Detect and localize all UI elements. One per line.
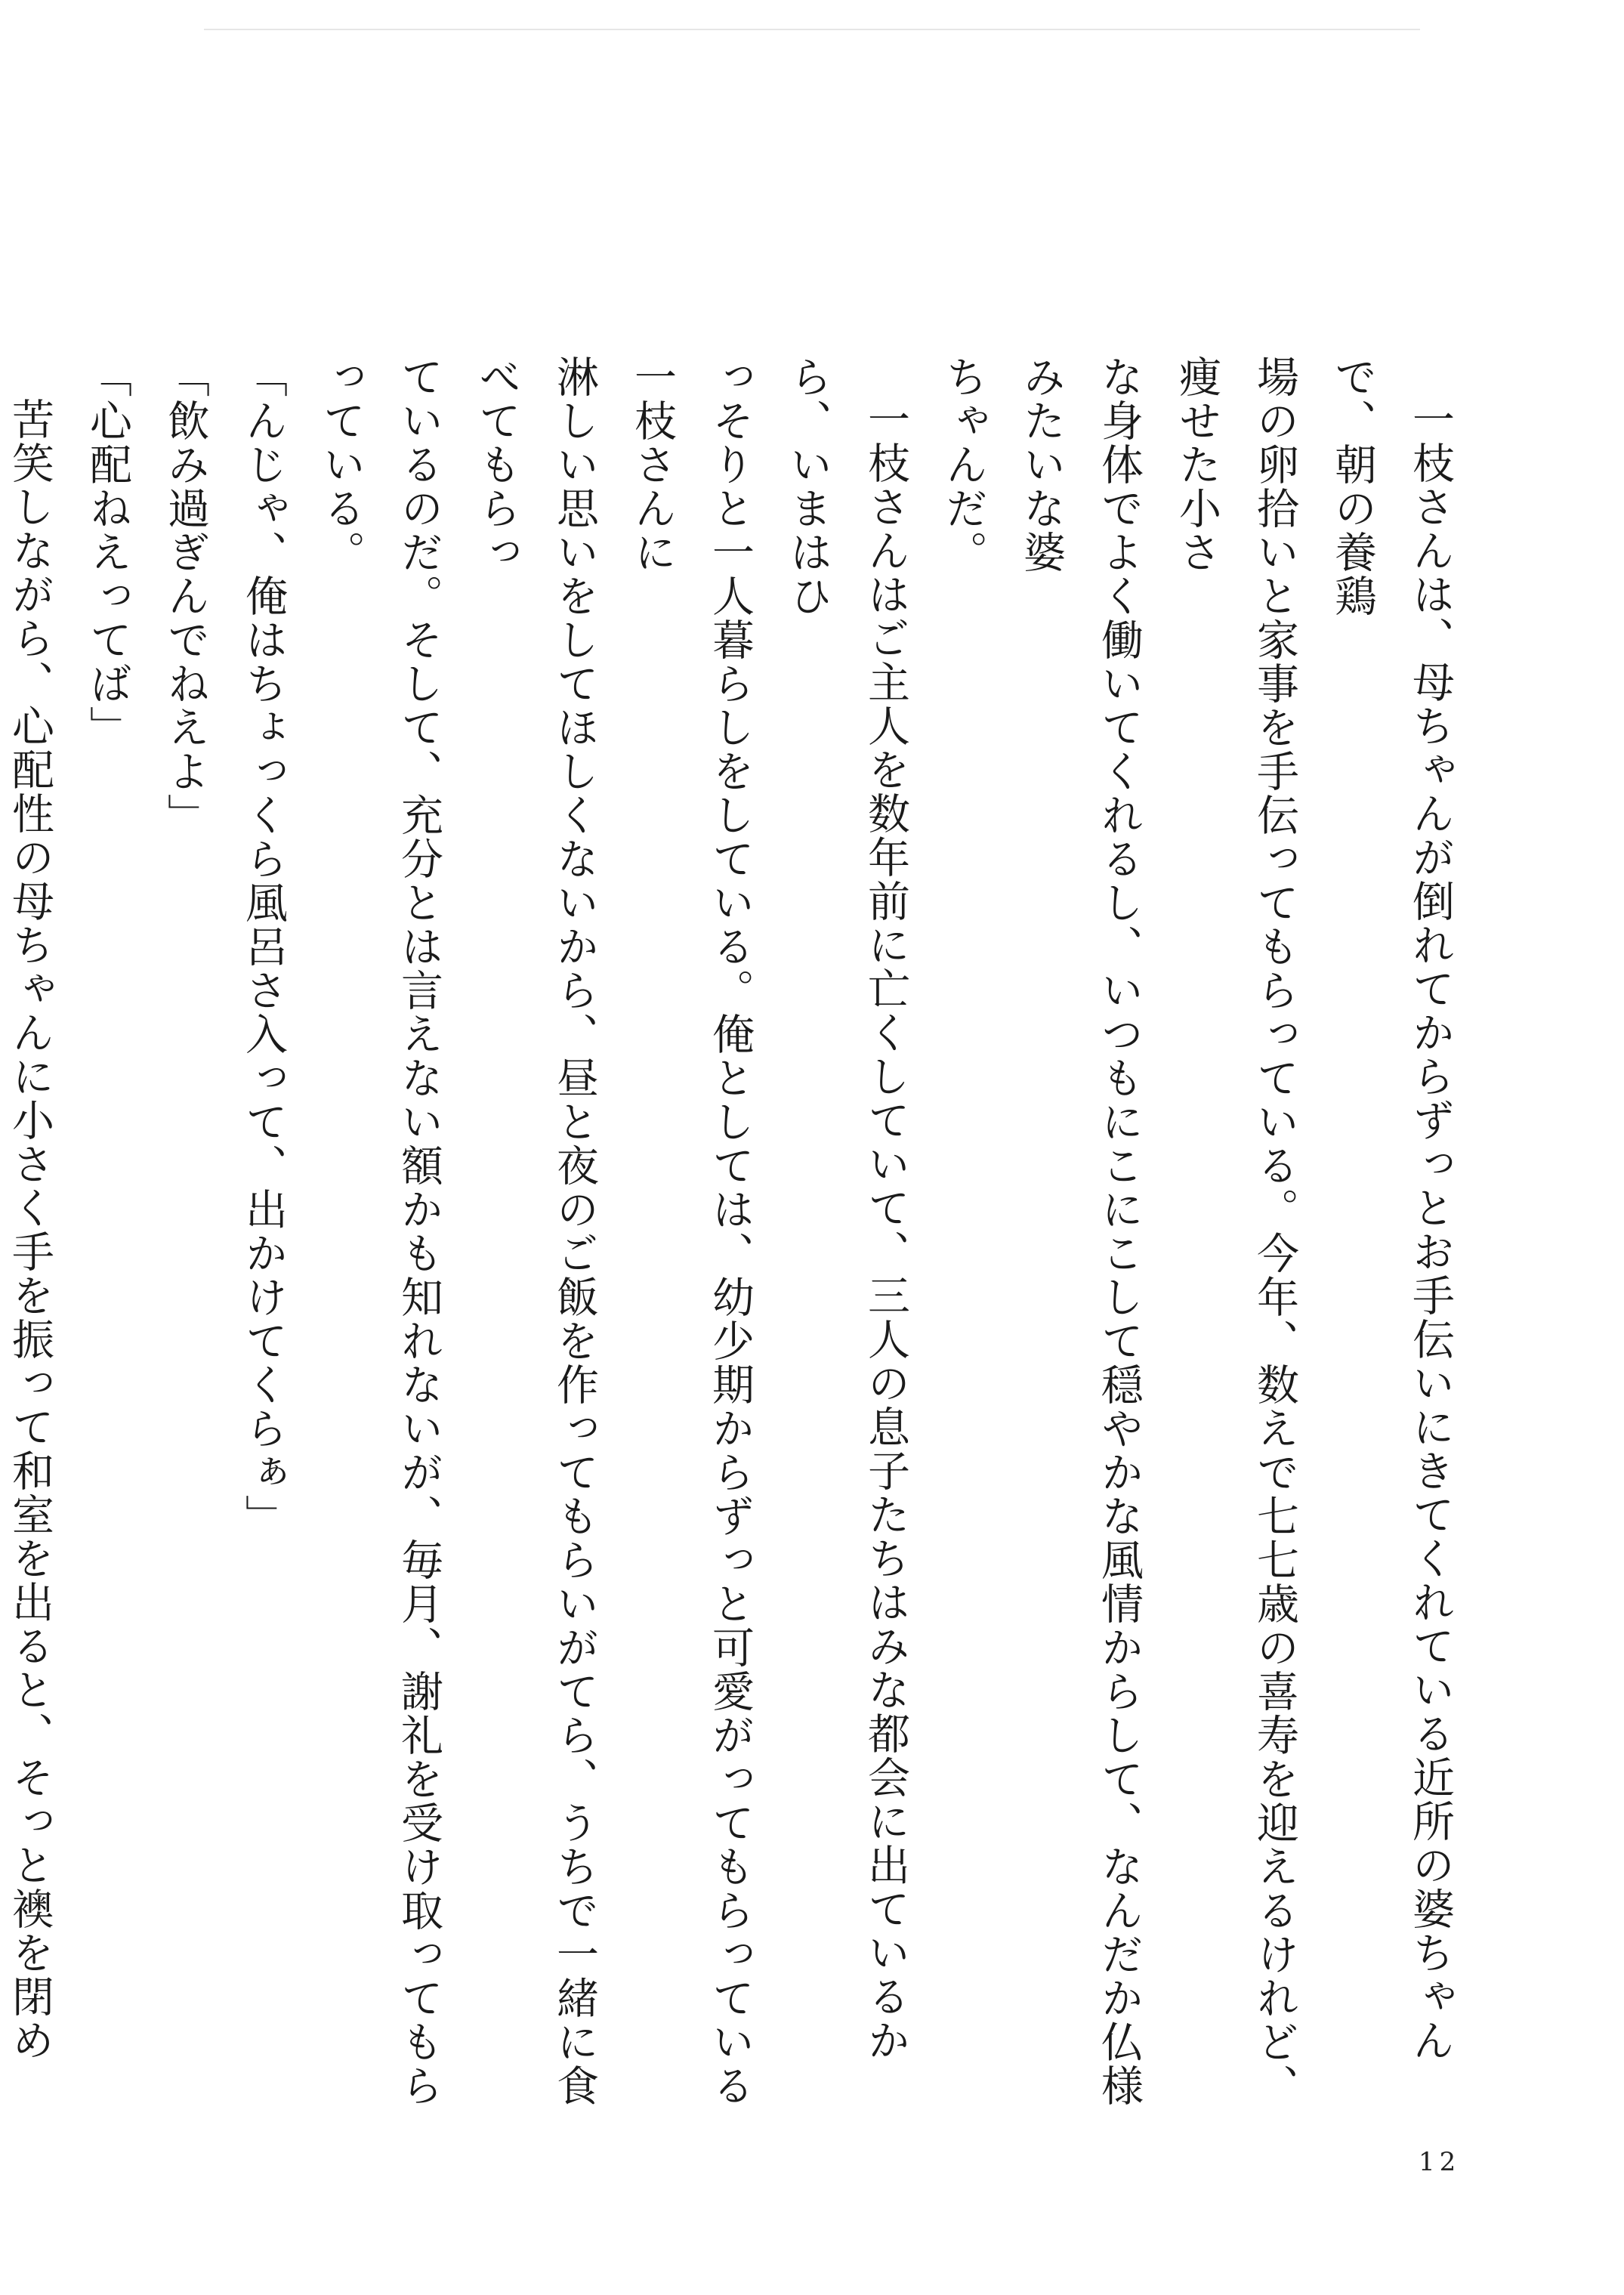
dialogue-line-2: 「飲み過ぎんでねえよ」 <box>161 355 210 837</box>
dialogue-line-3: 「心配ねえってば」 <box>83 355 132 749</box>
paragraph-3: 苦笑しながら、心配性の母ちゃんに小さく手を振って和室を出ると、そっと襖を閉め <box>5 397 54 2062</box>
paragraph-2: 一枝さんはご主人を数年前に亡くしていて、三人の息子たちはみな都会に出ているから、いまはひ っそりと一人暮らしをしている。俺としては、幼少期からずっと可愛がってもらっている一枝さんに 淋しい思いをしてほしくないから、昼と夜のご飯を作ってもらいがてら、うちで一緒に食べてもらっ ているのだ。そして、充分とは言えない額かも知れないが、毎月、謝礼を受け取ってもらっている。 <box>316 355 910 2108</box>
dialogue-line-1: 「んじゃ、俺はちょっくら風呂さ入って、出かけてくらぁ」 <box>239 355 288 1538</box>
top-rule <box>204 29 1420 30</box>
page-number: 12 <box>1419 2147 1461 2177</box>
vertical-text-body <box>5 355 1469 2130</box>
paragraph-1: 一枝さんは、母ちゃんが倒れてからずっとお手伝いにきてくれている近所の婆ちゃんで、朝の養鶏 場の卵拾いと家事を手伝ってもらっている。今年、数えで七七歳の喜寿を迎えるけれど、痩せた小さ な身体でよく働いてくれるし、いつもにこにこして穏やかな風情からして、なんだか仏様みたいな婆 ちゃんだ。 <box>939 355 1455 2108</box>
